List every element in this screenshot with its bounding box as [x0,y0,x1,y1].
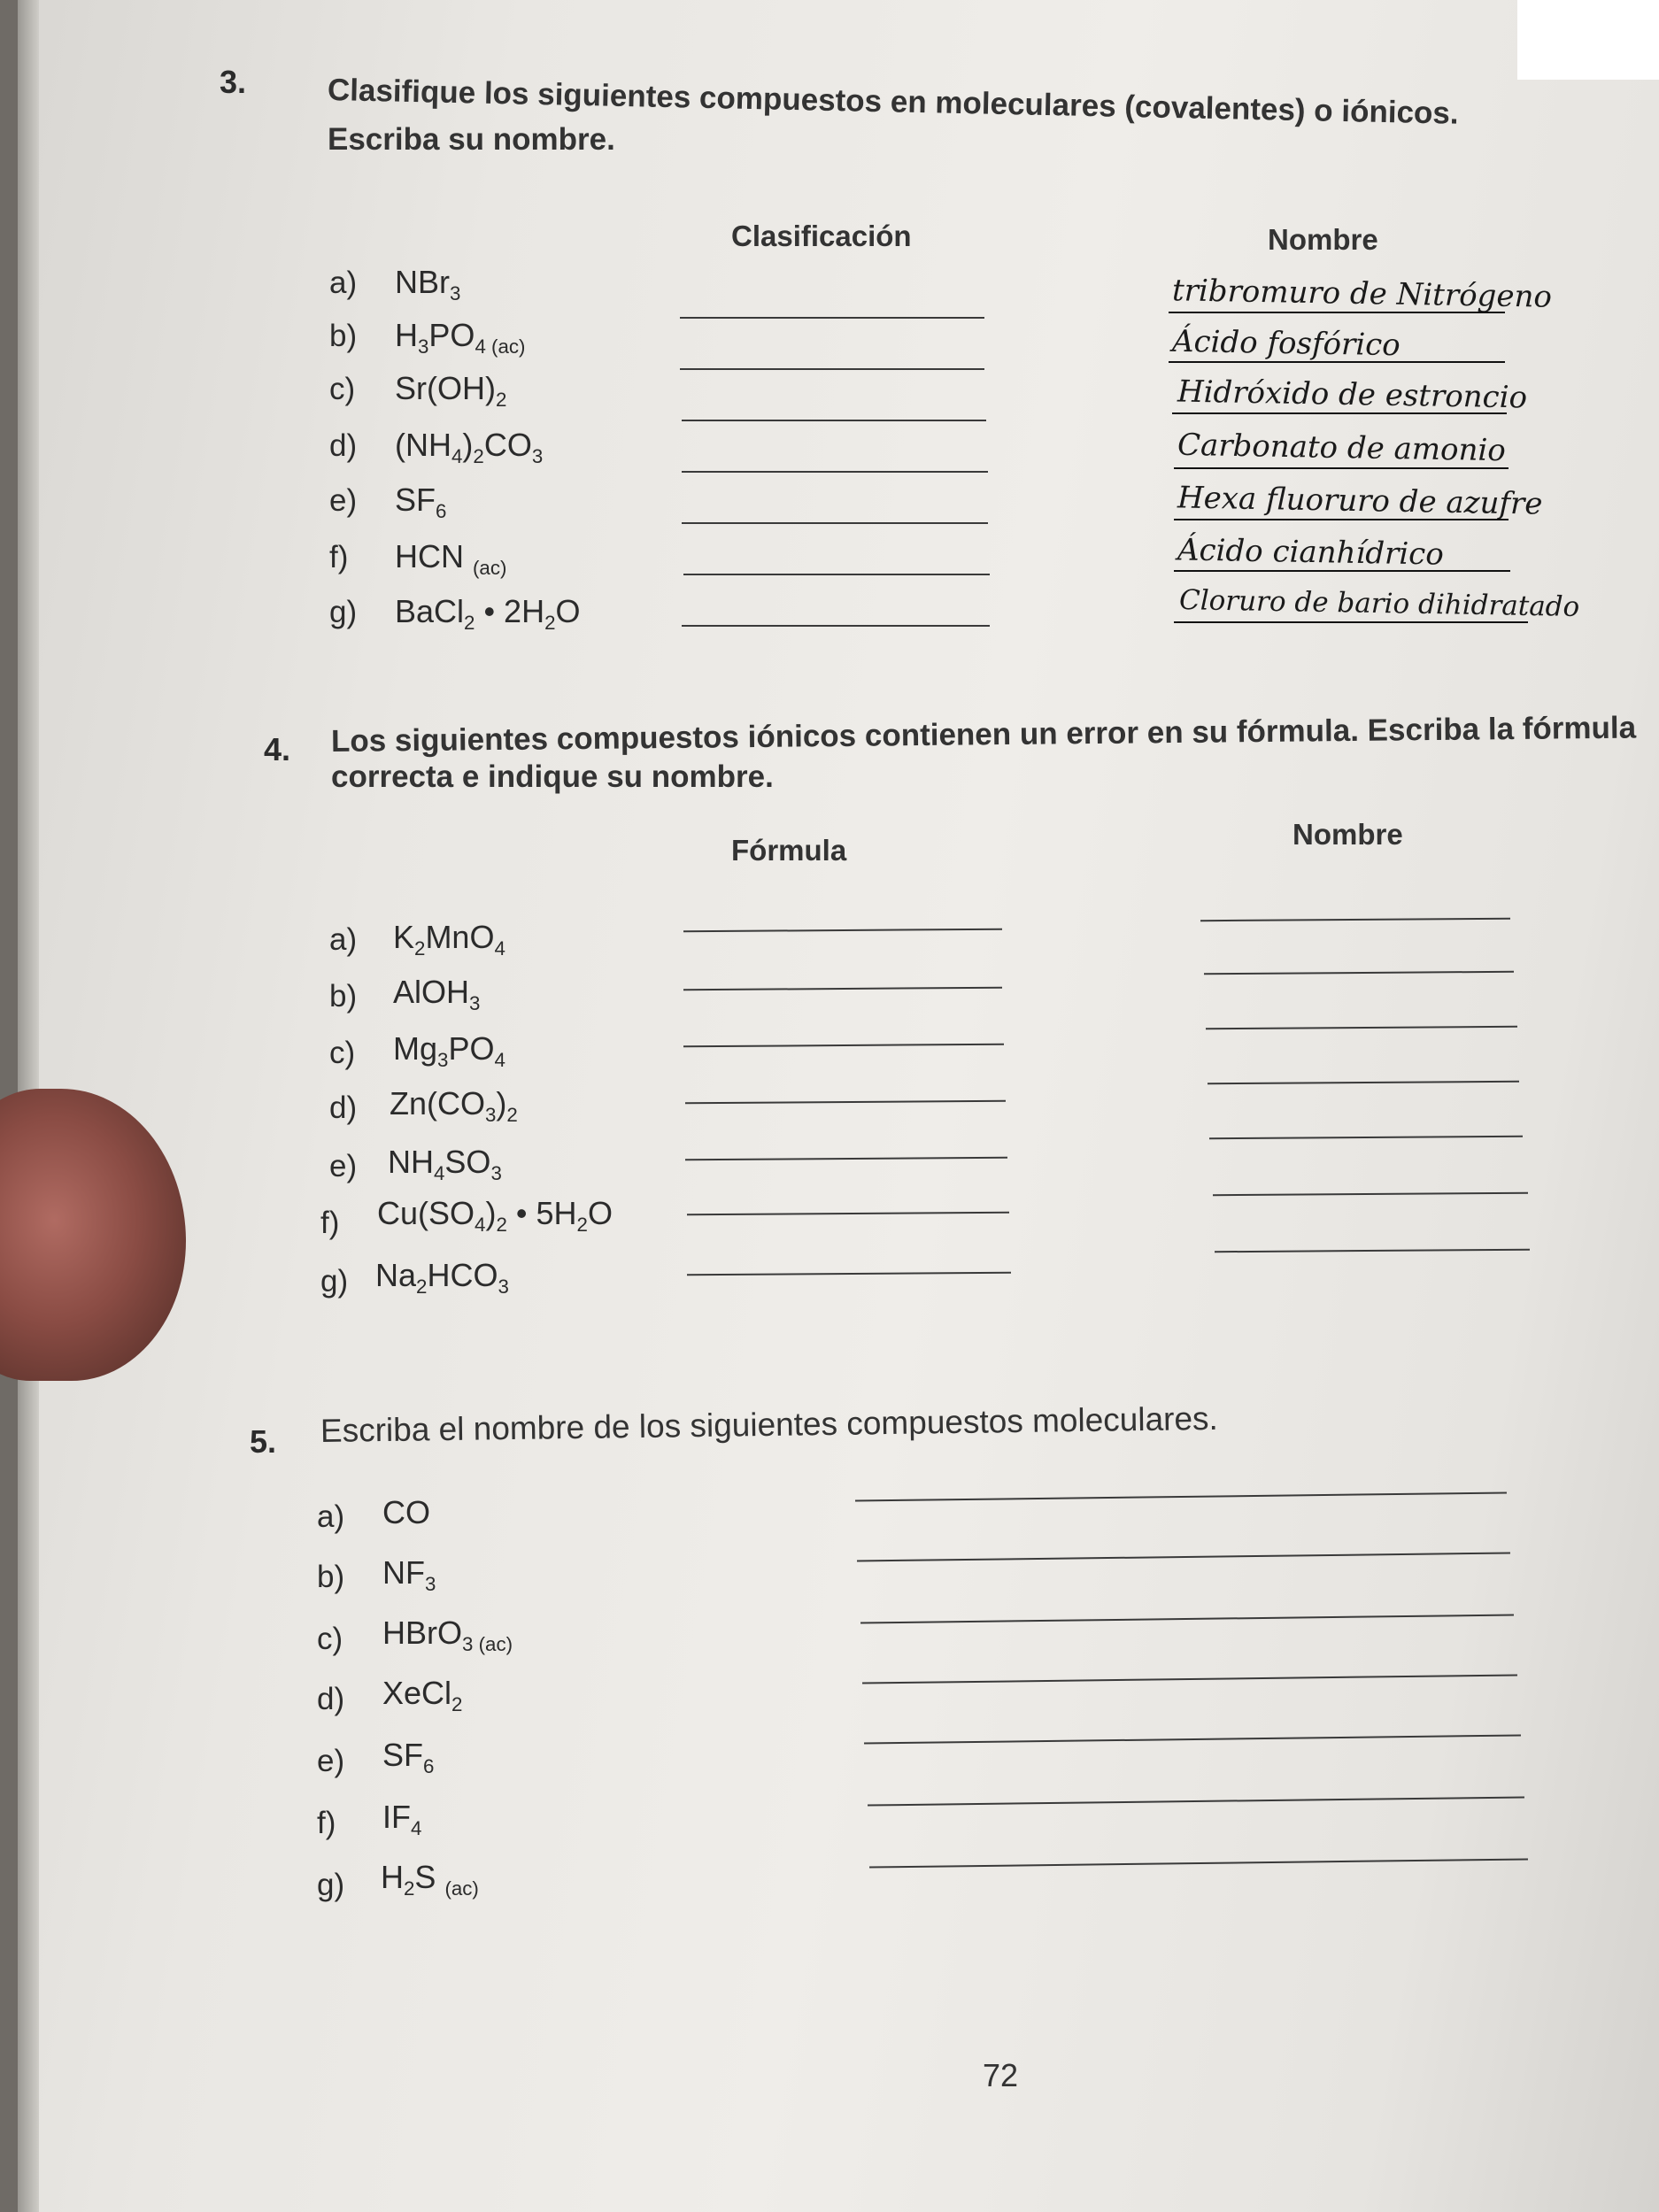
q4-item-g-formula-line[interactable] [687,1272,1011,1276]
q4-item-f-formula-line[interactable] [687,1212,1009,1216]
q4-item-f-name-line[interactable] [1213,1192,1528,1196]
q5-item-f-letter: f) [317,1806,336,1840]
q3-item-a-letter: a) [329,266,358,300]
q4-item-g-letter: g) [320,1264,349,1299]
q4-prompt-line1: Los siguientes compuestos iónicos contienen un error en su fórmula. Escriba la fórmula [330,710,1637,759]
q4-item-g-name-line[interactable] [1215,1249,1530,1252]
q4-col-formula: Fórmula [731,834,847,867]
q3-item-d-letter: d) [329,428,358,463]
q5-item-e-formula: $SF_6$ [382,1737,435,1778]
q5-item-b-formula: $NF_3$ [382,1554,436,1596]
q4-number: 4. [264,731,291,767]
q3-prompt-line2: Escriba su nombre. [328,122,615,157]
q5-item-g-formula: $H_2S$ $_{(ac)}$ [381,1859,479,1900]
q5-item-e-letter: e) [317,1744,345,1778]
q3-item-b-answer-line[interactable] [1169,361,1505,363]
q4-item-e-name-line[interactable] [1209,1136,1523,1139]
q5-item-c-formula: HBrO$_{3 (ac)}$ [382,1615,513,1656]
q3-item-f-letter: f) [329,540,349,574]
q5-item-f-name-line[interactable] [868,1796,1524,1806]
q3-item-e-letter: e) [329,483,358,518]
q3-item-b-formula: $H_3PO_{4 (ac)}$ [395,317,526,358]
q5-item-d-letter: d) [317,1682,345,1716]
q5-item-g-letter: g) [317,1868,345,1902]
q5-prompt: Escriba el nombre de los siguientes compuestos moleculares. [320,1399,1219,1449]
q5-item-f-formula: $IF_4$ [382,1799,422,1840]
q4-item-b-letter: b) [329,979,358,1014]
q5-item-a-name-line[interactable] [855,1492,1507,1502]
q3-item-d-answer-line[interactable] [1174,467,1509,469]
q3-col-nombre: Nombre [1268,223,1378,256]
q4-item-f-formula: $Cu(SO_4)_2$ • $5H_2O$ [377,1195,613,1237]
q3-item-c-class-line[interactable] [682,420,986,421]
q5-item-c-name-line[interactable] [860,1614,1514,1623]
q3-item-d-formula: $(NH_4)_2CO_3$ [395,427,544,468]
q3-number: 3. [220,64,247,100]
q3-item-a-class-line[interactable] [680,317,984,319]
q5-item-a-letter: a) [317,1499,345,1534]
q4-item-e-letter: e) [329,1149,358,1183]
q4-item-d-formula: $Zn(CO_3)_2$ [390,1085,518,1127]
q3-item-a-formula: NBr$_3$ [395,264,461,305]
q3-item-g-class-line[interactable] [682,625,990,627]
q4-item-d-letter: d) [329,1091,358,1125]
q3-item-f-formula: HCN $_{(ac)}$ [395,538,507,580]
page-number: 72 [983,2057,1019,2093]
q5-item-a-formula: CO [382,1494,430,1530]
q3-item-b-class-line[interactable] [680,368,984,370]
q3-item-f-answer: Ácido cianhídrico [1177,532,1445,573]
q4-item-e-formula: $NH_4SO_3$ [388,1144,502,1185]
q4-item-f-letter: f) [320,1206,340,1240]
q3-item-g-answer-line[interactable] [1174,621,1528,623]
q4-item-e-formula-line[interactable] [685,1157,1007,1161]
q3-item-e-formula: $SF_6$ [395,482,447,523]
q3-item-e-answer-line[interactable] [1174,519,1509,520]
q4-item-a-formula: $K_2MnO_4$ [393,919,505,960]
q3-item-a-answer: tribromuro de Nitrógeno [1171,273,1553,315]
q5-item-b-letter: b) [317,1560,345,1594]
q4-item-c-letter: c) [329,1036,356,1070]
q3-item-f-class-line[interactable] [683,574,990,575]
q5-item-e-name-line[interactable] [864,1734,1521,1744]
q4-item-b-name-line[interactable] [1204,971,1514,975]
q3-item-a-answer-line[interactable] [1169,312,1505,313]
q5-item-d-formula: XeCl$_2$ [382,1675,463,1716]
q3-item-b-answer: Ácido fosfórico [1171,323,1401,364]
q3-item-c-letter: c) [329,372,356,406]
q4-item-d-name-line[interactable] [1208,1081,1519,1084]
q3-item-c-formula: $Sr(OH)_2$ [395,370,507,412]
q4-prompt-line2: correcta e indique su nombre. [331,759,774,794]
q4-item-g-formula: $Na_2HCO_3$ [375,1257,509,1299]
q4-item-a-formula-line[interactable] [683,929,1002,933]
q3-prompt-line1: Clasifique los siguientes compuestos en moleculares (covalentes) o iónicos. [327,73,1459,131]
q5-item-b-name-line[interactable] [857,1552,1510,1561]
q3-col-clasificacion: Clasificación [731,220,912,252]
q3-item-d-class-line[interactable] [682,471,988,473]
q3-item-b-letter: b) [329,319,358,353]
q4-item-c-formula-line[interactable] [683,1044,1004,1048]
page-corner [1517,0,1659,80]
q3-item-e-answer: Hexa fluoruro de azufre [1177,480,1543,522]
q4-item-b-formula: AlOH$_3$ [393,974,481,1015]
q3-item-f-answer-line[interactable] [1174,570,1510,572]
q3-item-g-answer: Cloruro de bario dihidratado [1178,584,1580,623]
q4-item-c-name-line[interactable] [1206,1026,1517,1029]
q5-item-d-name-line[interactable] [862,1674,1517,1684]
q4-col-nombre: Nombre [1292,818,1403,851]
q3-item-c-answer: Hidróxido de estroncio [1177,374,1528,416]
q4-item-b-formula-line[interactable] [683,987,1002,991]
q3-item-g-letter: g) [329,595,358,629]
q4-item-a-name-line[interactable] [1200,918,1510,921]
q5-item-g-name-line[interactable] [869,1858,1528,1868]
q5-item-c-letter: c) [317,1622,343,1656]
q3-item-c-answer-line[interactable] [1172,412,1507,414]
q5-number: 5. [250,1423,277,1460]
q4-item-d-formula-line[interactable] [685,1100,1006,1105]
q3-item-d-answer: Carbonato de amonio [1177,427,1507,469]
q4-item-c-formula: $Mg_3PO_4$ [393,1030,505,1072]
q4-item-a-letter: a) [329,922,358,957]
q3-item-e-class-line[interactable] [682,522,988,524]
workbook-page [18,0,1659,2212]
q3-item-g-formula: BaCl$_2$ • $2H_2O$ [395,593,581,635]
